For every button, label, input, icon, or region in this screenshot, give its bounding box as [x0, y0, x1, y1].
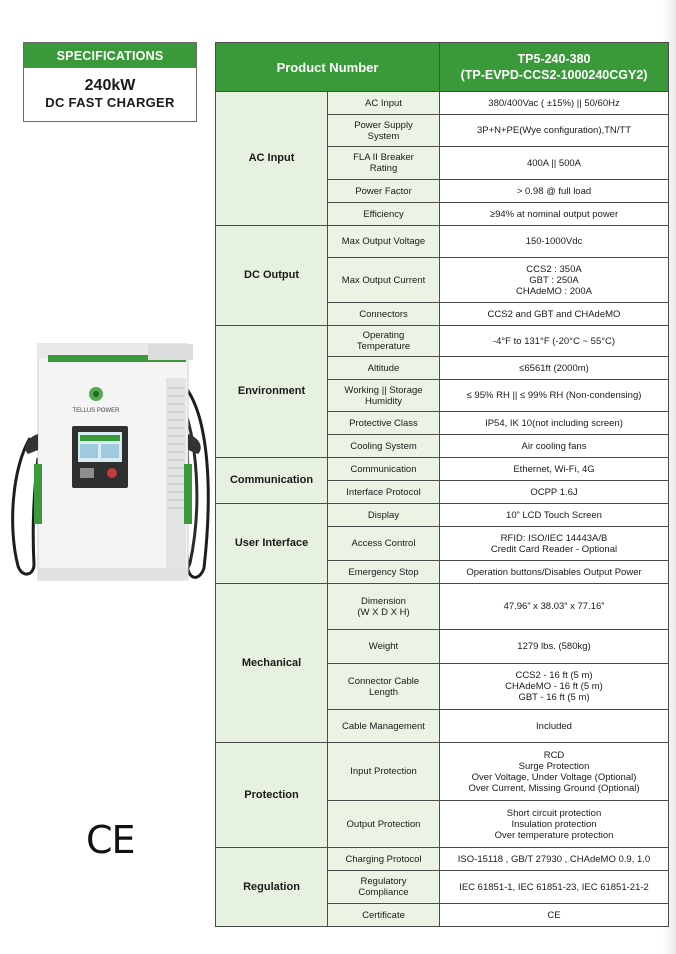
- param-cell: Cable Management: [328, 710, 440, 743]
- value-cell: ≤6561ft (2000m): [440, 357, 669, 380]
- table-row: [216, 92, 669, 115]
- value-cell: 10” LCD Touch Screen: [440, 504, 669, 527]
- product-model-line2: (TP-EVPD-CCS2-1000240CGY2): [460, 68, 648, 82]
- param-cell: Altitude: [328, 357, 440, 380]
- category-ac-input: AC Input: [216, 92, 328, 226]
- value-cell: Included: [440, 710, 669, 743]
- category-dc-output: DC Output: [216, 226, 328, 326]
- param-cell: Access Control: [328, 527, 440, 561]
- value-cell: ISO-15118 , GB/T 27930 , CHAdeMO 0.9, 1.0: [440, 848, 669, 871]
- value-cell: Air cooling fans: [440, 435, 669, 458]
- lcd-tile-left: [80, 444, 98, 458]
- spec-title-box: [23, 42, 197, 122]
- value-cell: 150-1000Vdc: [440, 226, 669, 258]
- connector-right: [188, 434, 201, 454]
- value-cell: CCS2 and GBT and CHAdeMO: [440, 303, 669, 326]
- category-environment: Environment: [216, 326, 328, 458]
- value-cell: CCS2 : 350A GBT : 250A CHAdeMO : 200A: [440, 258, 669, 303]
- charger-illustration: [8, 338, 213, 586]
- product-model-line1: TP5-240-380: [517, 52, 591, 66]
- param-cell: Display: [328, 504, 440, 527]
- cabinet-base: [38, 568, 188, 580]
- side-vents: [166, 378, 186, 568]
- brand-logo-core: [93, 391, 99, 397]
- value-cell: RFID: ISO/IEC 14443A/B Credit Card Reader - Optional: [440, 527, 669, 561]
- param-cell: Power Supply System: [328, 115, 440, 147]
- category-communication: Communication: [216, 458, 328, 504]
- value-cell: OCPP 1.6J: [440, 481, 669, 504]
- table-row: [216, 584, 669, 630]
- table-row: [216, 504, 669, 527]
- param-cell: Weight: [328, 630, 440, 664]
- category-mechanical: Mechanical: [216, 584, 328, 743]
- value-cell: > 0.98 @ full load: [440, 180, 669, 203]
- emergency-stop-button: [107, 468, 117, 478]
- connector-left: [25, 434, 38, 454]
- value-cell: 3P+N+PE(Wye configuration),TN/TT: [440, 115, 669, 147]
- param-cell: Max Output Voltage: [328, 226, 440, 258]
- category-regulation: Regulation: [216, 848, 328, 927]
- param-cell: Communication: [328, 458, 440, 481]
- value-cell: 47.96” x 38.03” x 77.16”: [440, 584, 669, 630]
- lcd-tile-right: [101, 444, 119, 458]
- category-protection: Protection: [216, 743, 328, 848]
- cabinet-cap: [148, 344, 193, 360]
- table-header-row: [216, 43, 669, 92]
- table-row: [216, 458, 669, 481]
- param-cell: Max Output Current: [328, 258, 440, 303]
- param-cell: Regulatory Compliance: [328, 871, 440, 904]
- category-user-interface: User Interface: [216, 504, 328, 584]
- param-cell: AC Input: [328, 92, 440, 115]
- value-cell: 380/400Vac ( ±15%) || 50/60Hz: [440, 92, 669, 115]
- param-cell: Cooling System: [328, 435, 440, 458]
- brand-name: TELLUS POWER: [72, 408, 120, 414]
- param-cell: Power Factor: [328, 180, 440, 203]
- value-cell: RCD Surge Protection Over Voltage, Under Voltage (Optional) Over Current, Missing Ground (Optional): [440, 743, 669, 801]
- param-cell: Emergency Stop: [328, 561, 440, 584]
- table-row: [216, 226, 669, 258]
- spec-table: [215, 42, 669, 927]
- table-row: [216, 848, 669, 871]
- right-green-accent: [184, 464, 192, 524]
- param-cell: Operating Temperature: [328, 326, 440, 357]
- ce-certification-mark: CE: [86, 818, 135, 862]
- spec-header: SPECIFICATIONS: [24, 43, 196, 68]
- product-model: [440, 43, 669, 92]
- value-cell: 400A || 500A: [440, 147, 669, 180]
- param-cell: Certificate: [328, 904, 440, 927]
- left-green-accent: [34, 464, 42, 524]
- table-row: [216, 326, 669, 357]
- table-row: [216, 743, 669, 801]
- value-cell: -4°F to 131°F (-20°C ~ 55°C): [440, 326, 669, 357]
- value-cell: CE: [440, 904, 669, 927]
- param-cell: FLA II Breaker Rating: [328, 147, 440, 180]
- value-cell: IP54, IK 10(not including screen): [440, 412, 669, 435]
- value-cell: ≥94% at nominal output power: [440, 203, 669, 226]
- card-reader: [80, 468, 94, 478]
- lcd-header: [80, 435, 120, 441]
- product-number-label: Product Number: [216, 43, 440, 92]
- value-cell: IEC 61851-1, IEC 61851-23, IEC 61851-21-2: [440, 871, 669, 904]
- param-cell: Protective Class: [328, 412, 440, 435]
- param-cell: Connector Cable Length: [328, 664, 440, 710]
- param-cell: Input Protection: [328, 743, 440, 801]
- value-cell: 1279 lbs. (580kg): [440, 630, 669, 664]
- spec-power: 240kW: [84, 77, 136, 94]
- param-cell: Dimension (W X D X H): [328, 584, 440, 630]
- param-cell: Working || Storage Humidity: [328, 380, 440, 412]
- value-cell: ≤ 95% RH || ≤ 99% RH (Non-condensing): [440, 380, 669, 412]
- value-cell: Operation buttons/Disables Output Power: [440, 561, 669, 584]
- param-cell: Output Protection: [328, 801, 440, 848]
- spec-type: DC FAST CHARGER: [45, 95, 175, 110]
- param-cell: Connectors: [328, 303, 440, 326]
- value-cell: CCS2 - 16 ft (5 m) CHAdeMO - 16 ft (5 m) GBT - 16 ft (5 m): [440, 664, 669, 710]
- param-cell: Efficiency: [328, 203, 440, 226]
- param-cell: Interface Protocol: [328, 481, 440, 504]
- param-cell: Charging Protocol: [328, 848, 440, 871]
- value-cell: Short circuit protection Insulation protection Over temperature protection: [440, 801, 669, 848]
- value-cell: Ethernet, Wi-Fi, 4G: [440, 458, 669, 481]
